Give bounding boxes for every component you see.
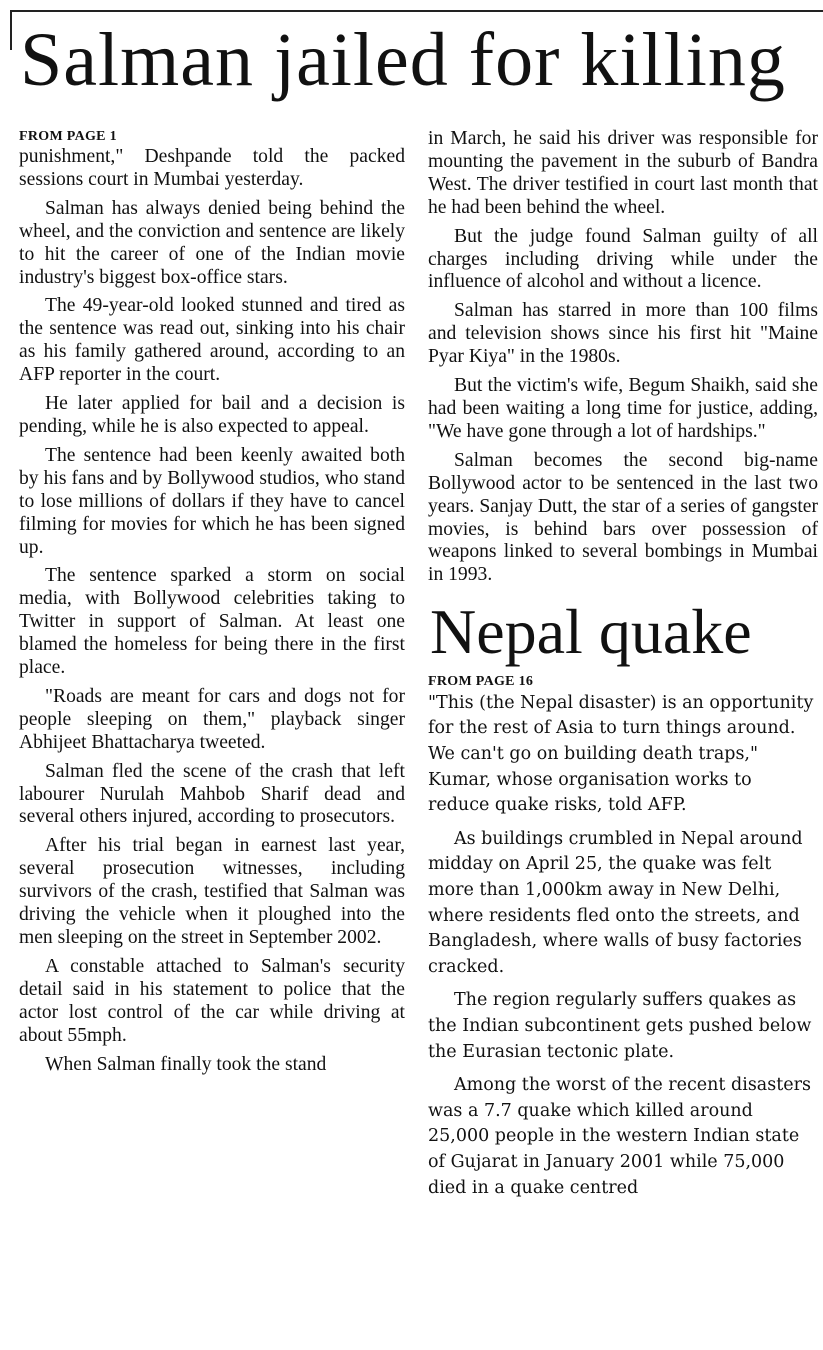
paragraph: Salman becomes the second big-name Bollywood actor to be sentenced in the last two years. Sanjay Dutt, the star of a series of gangster movies, is behind bars over possession of weapons linked to several bombings in Mumbai in 1993.	[428, 449, 818, 586]
column-right	[428, 128, 818, 1201]
paragraph: "Roads are meant for cars and dogs not for people sleeping on them," playback singer Abhijeet Bhattacharya tweeted.	[19, 685, 405, 753]
salman-continued	[428, 128, 818, 587]
paragraph: The region regularly suffers quakes as the Indian subcontinent gets pushed below the Eurasian tectonic plate.	[428, 990, 812, 1062]
paragraph: in March, he said his driver was responsible for mounting the pavement in the suburb of Bandra West. The driver testified in court last month that he had been behind the wheel.	[428, 128, 818, 218]
top-rule	[10, 10, 823, 12]
headline-nepal-quake: Nepal quake	[430, 596, 752, 668]
column-left	[19, 128, 405, 1076]
paragraph: When Salman finally took the stand	[45, 1053, 327, 1075]
paragraph: Salman fled the scene of the crash that left labourer Nurulah Mahbob Sharif dead and several others injured, according to prosecutors.	[19, 760, 405, 828]
paragraph: The sentence had been keenly awaited both by his fans and by Bollywood studios, who stand to lose millions of dollars if they have to cancel filming for movies for which he has been signed up.	[19, 444, 405, 558]
paragraph: As buildings crumbled in Nepal around midday on April 25, the quake was felt more than 1,000km away in New Delhi, where residents fled onto the streets, and Bangladesh, where walls of busy factories cracked.	[428, 828, 803, 977]
paragraph: The sentence sparked a storm on social media, with Bollywood celebrities taking to Twitter in support of Salman. At least one blamed the homeless for being there in the first place.	[19, 565, 405, 679]
paragraph: punishment," Deshpande told the packed sessions court in Mumbai yesterday.	[19, 146, 405, 190]
paragraph: A constable attached to Salman's security detail said in his statement to police that the actor lost control of the car while driving at about 55mph.	[19, 955, 405, 1046]
paragraph: He later applied for bail and a decision is pending, while he is also expected to appeal.	[19, 393, 405, 437]
paragraph: After his trial began in earnest last year, several prosecution witnesses, including survivors of the crash, testified that Salman was driving the vehicle when it ploughed into the men sleeping on the street in September 2002.	[19, 835, 405, 948]
kicker-from-page-16: FROM PAGE 16	[428, 673, 534, 689]
paragraph: "This (the Nepal disaster) is an opportunity for the rest of Asia to turn things around. We can't go on building death traps," Kumar, whose organisation works to reduce quake risks, told AFP.	[428, 692, 814, 816]
kicker-from-page-1: FROM PAGE 1	[19, 129, 117, 144]
paragraph: But the victim's wife, Begum Shaikh, said she had been waiting a long time for justice, adding, "We have gone through a lot of hardships."	[428, 375, 818, 442]
left-rule	[10, 10, 12, 50]
paragraph: The 49-year-old looked stunned and tired as the sentence was read out, sinking into his chair as his family gathered around, according to an AFP reporter in the court.	[19, 295, 405, 386]
headline-salman: Salman jailed for killing	[20, 18, 786, 102]
paragraph: Among the worst of the recent disasters was a 7.7 quake which killed around 25,000 people in the western Indian state of Gujarat in January 2001 while 75,000 died in a quake centred	[428, 1075, 811, 1198]
nepal-quake-article	[428, 673, 818, 1201]
paragraph: Salman has starred in more than 100 films and television shows since his first hit "Maine Pyar Kiya" in the 1980s.	[428, 300, 818, 368]
paragraph: But the judge found Salman guilty of all charges including driving while under the influence of alcohol and without a licence.	[428, 225, 818, 293]
paragraph: Salman has always denied being behind the wheel, and the conviction and sentence are likely to hit the career of one of the Indian movie industry's biggest box-office stars.	[19, 197, 405, 288]
